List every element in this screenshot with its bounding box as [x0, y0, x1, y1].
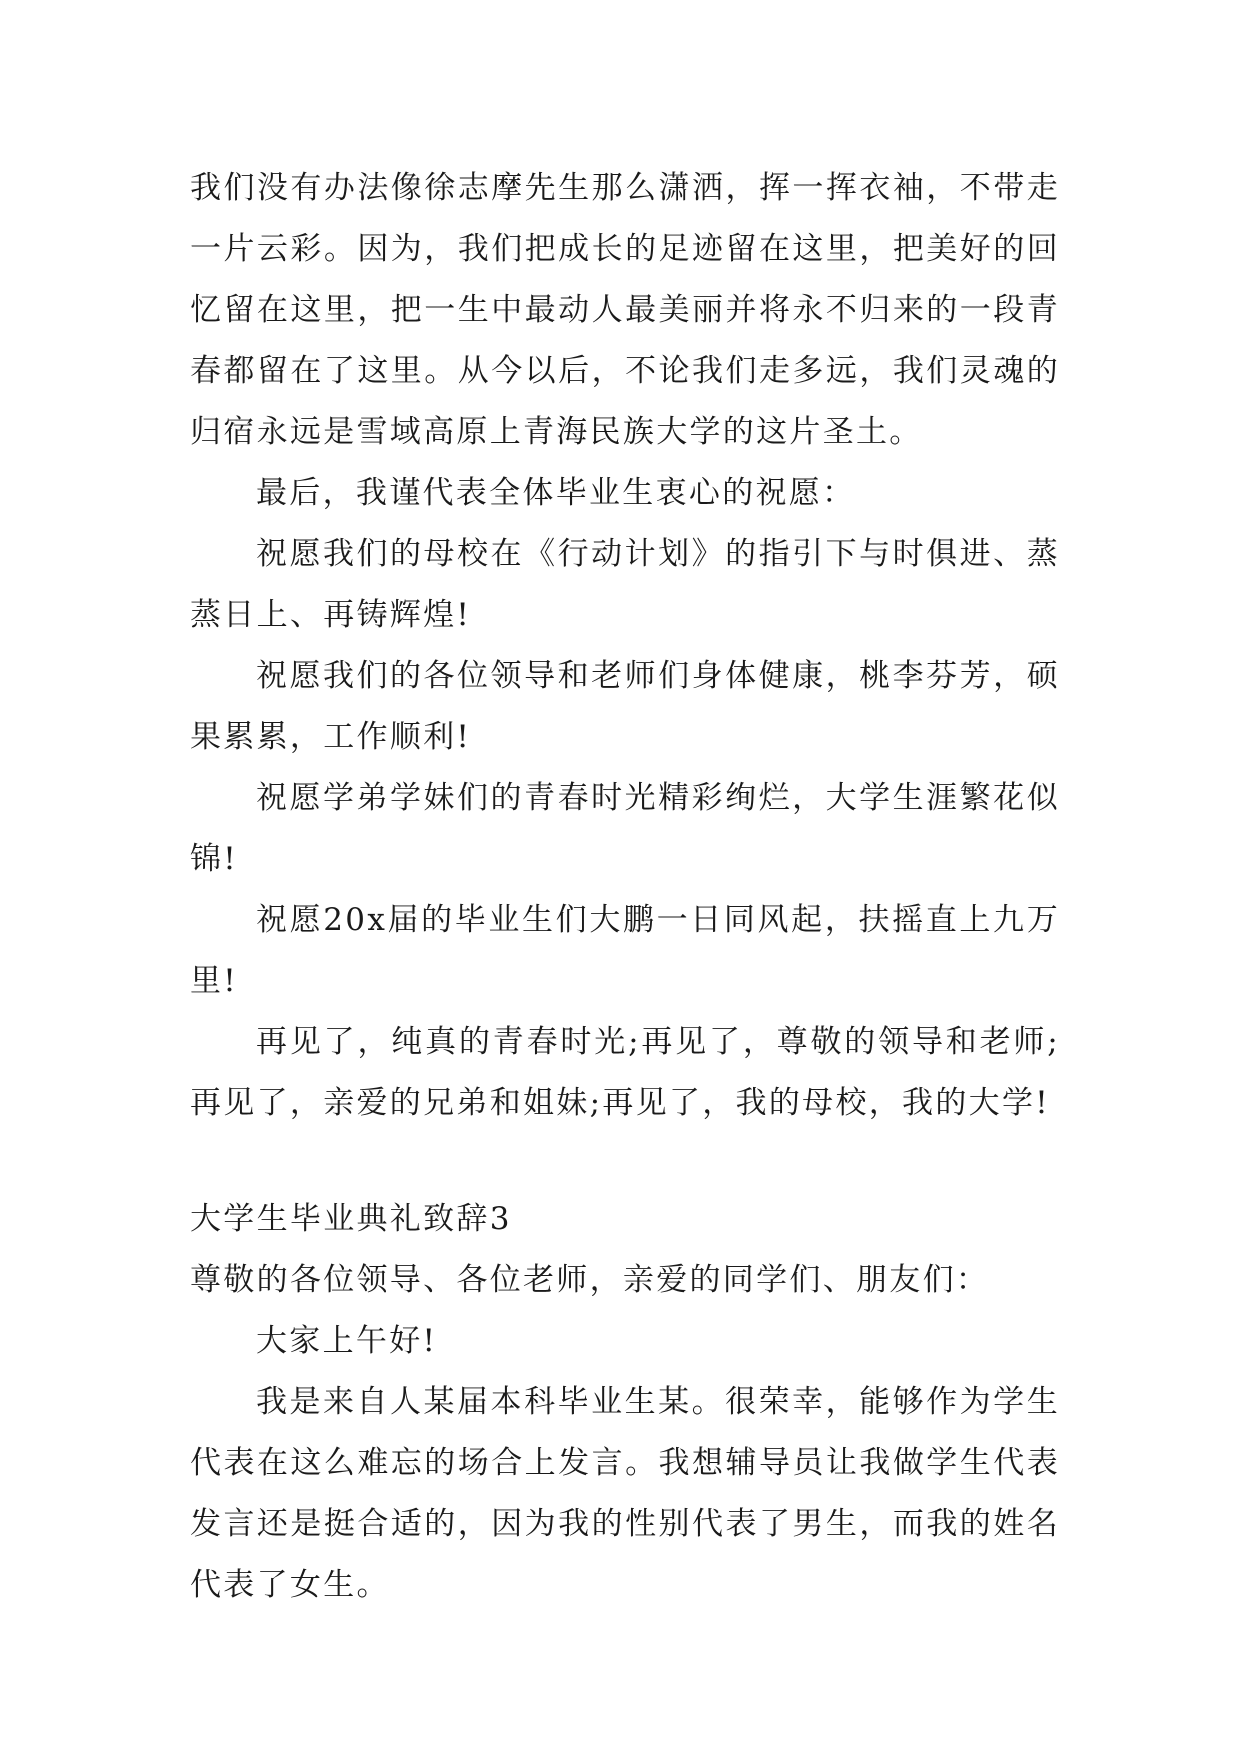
salutation: 尊敬的各位领导、各位老师，亲爱的同学们、朋友们： [190, 1262, 990, 1298]
paragraph-farewell: 再见了，纯真的青春时光;再见了，尊敬的领导和老师;再见了，亲爱的兄弟和姐妹;再见了，我的母校，我的大学! [190, 1024, 1060, 1121]
document-page [190, 158, 1060, 1616]
paragraph-greeting: 大家上午好! [256, 1323, 438, 1359]
paragraph-wishes-intro: 最后，我谨代表全体毕业生衷心的祝愿： [256, 475, 856, 511]
section-spacer [190, 1134, 1060, 1189]
paragraph-wish-juniors: 祝愿学弟学妹们的青春时光精彩绚烂，大学生涯繁花似锦! [190, 780, 1060, 877]
paragraph-closing-reflection: 我们没有办法像徐志摩先生那么潇洒，挥一挥衣袖，不带走一片云彩。因为，我们把成长的足迹留在这里，把美好的回忆留在这里，把一生中最动人最美丽并将永不归来的一段青春都留在了这里。从今以后，不论我们走多远，我们灵魂的归宿永远是雪域高原上青海民族大学的这片圣土。 [190, 170, 1060, 450]
section-title: 大学生毕业典礼致辞3 [190, 1201, 512, 1237]
paragraph-wish-graduates: 祝愿20x届的毕业生们大鹏一日同风起，扶摇直上九万里! [190, 902, 1060, 999]
paragraph-introduction: 我是来自人某届本科毕业生某。很荣幸，能够作为学生代表在这么难忘的场合上发言。我想辅导员让我做学生代表发言还是挺合适的，因为我的性别代表了男生，而我的姓名代表了女生。 [190, 1384, 1060, 1603]
paragraph-wish-teachers: 祝愿我们的各位领导和老师们身体健康，桃李芬芳，硕果累累，工作顺利! [190, 658, 1060, 755]
paragraph-wish-school: 祝愿我们的母校在《行动计划》的指引下与时俱进、蒸蒸日上、再铸辉煌! [190, 536, 1060, 633]
